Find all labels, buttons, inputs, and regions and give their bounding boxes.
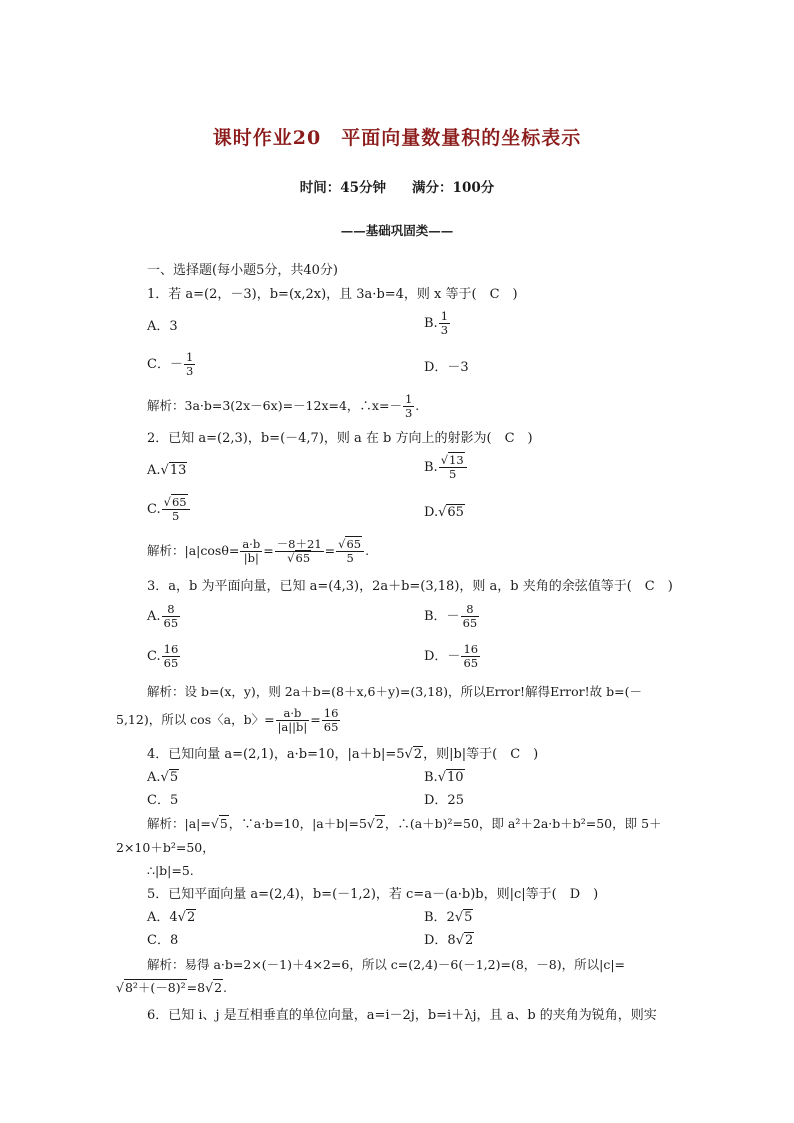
time-limit: 时间：45分钟 — [299, 180, 387, 196]
denominator: 3 — [185, 364, 194, 378]
q2-option-a — [147, 462, 187, 480]
denominator: 65 — [323, 720, 339, 734]
q5-stem: 5．已知平面向量 a=(2,4)，b=(－1,2)，若 c=a－(a·b)b，则|c|等于( D ) — [147, 887, 599, 902]
q3-option-c-label: C. — [147, 649, 161, 664]
q4-stem-end: ，则|b|等于( C ) — [423, 747, 539, 762]
equals: = — [324, 543, 336, 558]
q3-fraction-1 — [276, 707, 310, 734]
numerator — [336, 538, 364, 552]
radicand: 65 — [295, 551, 311, 565]
radicand: 10 — [446, 770, 464, 785]
radicand: 65 — [346, 537, 362, 551]
radicand: 2 — [465, 933, 474, 948]
sqrt-symbol: √65 — [338, 537, 362, 551]
q1-option-b-fraction — [439, 310, 450, 337]
q5-option-b — [424, 909, 473, 927]
page-title: 课时作业20 平面向量数量积的坐标表示 — [212, 127, 582, 149]
q2-option-c-fraction — [162, 496, 190, 523]
q2-option-d-label: D. — [424, 505, 439, 520]
q1-option-b — [424, 310, 451, 337]
numerator: a·b — [276, 707, 310, 721]
radicand: 8²＋(－8)² — [124, 980, 186, 995]
q4-analysis-text: 解析：|a|= — [147, 816, 211, 831]
sqrt-symbol: √65 — [287, 551, 311, 565]
q5-option-a-label: A．4 — [147, 910, 178, 925]
q1-stem: 1．若 a=(2，－3)，b=(x,2x)，且 3a·b=4，则 x 等于( C ) — [147, 287, 518, 302]
q1-option-c-fraction — [184, 351, 195, 378]
q2-option-d — [424, 504, 465, 522]
q3-analysis-line-1: 解析：设 b=(x，y)，则 2a＋b=(8＋x,6＋y)=(3,18)，所以Error!解得Error!故 b=(－ — [147, 684, 642, 699]
q4-option-c: C．5 — [147, 793, 179, 808]
numerator: 16 — [323, 706, 339, 720]
sqrt-symbol: √2 — [404, 747, 423, 762]
sqrt-symbol: √10 — [437, 770, 464, 785]
numerator: 1 — [440, 309, 449, 323]
denominator: 65 — [463, 656, 479, 670]
q4-analysis-line-2: 2×10＋b²=50， — [116, 840, 215, 855]
radicand: 2 — [375, 816, 384, 831]
q5-option-b-label: B．2 — [424, 910, 455, 925]
q4-option-b — [424, 769, 465, 787]
q3-option-d — [424, 643, 481, 670]
q1-analysis — [147, 393, 419, 420]
numerator: 1 — [185, 350, 194, 364]
equals: = — [310, 712, 321, 727]
part-heading: 一、选择题(每小题5分，共40分) — [147, 263, 338, 278]
radicand: 65 — [447, 505, 464, 520]
q2-stem: 2．已知 a=(2,3)，b=(－4,7)，则 a 在 b 方向上的射影为( C ) — [147, 431, 533, 446]
denominator: 3 — [440, 323, 449, 337]
radicand: 65 — [171, 495, 187, 509]
q5-option-d — [424, 932, 474, 950]
radicand: 5 — [464, 910, 473, 925]
q1-option-c-label: C．－ — [147, 357, 183, 372]
q3-option-a-fraction — [162, 603, 181, 630]
q1-option-d: D．－3 — [424, 360, 469, 375]
denominator — [275, 552, 324, 565]
denominator: 65 — [163, 656, 179, 670]
q2-fraction-1 — [240, 538, 262, 565]
q3-analysis-text: 5,12)，所以 cos〈a，b〉= — [116, 712, 275, 727]
q4-option-a-label: A. — [147, 770, 161, 785]
full-score: 满分：100分 — [412, 180, 495, 196]
q3-stem: 3．a，b 为平面向量，已知 a=(4,3)，2a＋b=(3,18)，则 a，b 夹角的余弦值等于( C ) — [147, 579, 673, 594]
q4-option-b-label: B. — [424, 770, 438, 785]
sqrt-symbol: √65 — [438, 505, 464, 520]
sqrt-symbol: √5 — [210, 816, 228, 831]
end-mark: . — [223, 980, 227, 995]
numerator — [439, 454, 467, 468]
q1-analysis-fraction — [403, 393, 414, 420]
denominator: |a||b| — [277, 720, 308, 734]
radicand: 2 — [413, 747, 423, 762]
q1-analysis-end: . — [415, 398, 420, 413]
exam-info — [0, 176, 794, 196]
q4-option-d: D．25 — [424, 793, 464, 808]
q3-option-c — [147, 643, 181, 670]
sqrt-symbol: √2 — [205, 980, 223, 995]
numerator: 16 — [163, 642, 179, 656]
q6-stem: 6．已知 i、j 是互相垂直的单位向量，a=i－2j，b=i＋λj，且 a、b 的夹角为锐角，则实 — [147, 1008, 657, 1023]
q2-option-c-label: C. — [147, 502, 161, 517]
q5-analysis-line-2 — [116, 979, 227, 997]
q4-option-a — [147, 769, 179, 787]
q2-analysis — [147, 538, 369, 565]
q1-analysis-text: 解析：3a·b=3(2x－6x)=－12x=4，∴x=－ — [147, 398, 402, 413]
q4-stem — [147, 746, 538, 764]
radicand: 2 — [214, 980, 223, 995]
section-heading: ——基础巩固类—— — [340, 223, 454, 238]
sqrt-symbol: √5 — [160, 770, 179, 785]
radicand: 5 — [219, 816, 228, 831]
denominator: 5 — [346, 551, 354, 565]
q3-option-c-fraction — [162, 643, 181, 670]
q3-option-a — [147, 603, 181, 630]
denominator: 5 — [171, 509, 180, 523]
q4-analysis-line-1 — [147, 815, 662, 833]
q3-analysis-line-2 — [116, 707, 341, 734]
end-mark: . — [365, 543, 370, 558]
denominator: 5 — [449, 467, 457, 481]
sqrt-symbol: √5 — [454, 910, 473, 925]
q2-option-c — [147, 496, 191, 523]
radicand: 2 — [186, 910, 196, 925]
numerator: 8 — [461, 603, 480, 617]
sqrt-symbol: √13 — [160, 463, 187, 478]
q2-option-b — [424, 454, 468, 481]
radicand: 13 — [449, 453, 464, 467]
q2-option-b-fraction — [439, 454, 467, 481]
q3-option-b — [424, 603, 480, 630]
q4-analysis-text-2: ，∵a·b=10，|a＋b|=5 — [228, 816, 367, 831]
numerator: a·b — [242, 537, 261, 551]
denominator: |b| — [243, 551, 259, 565]
sqrt-symbol: √2 — [455, 933, 474, 948]
q1-option-a: A．3 — [147, 319, 178, 334]
numerator: 8 — [162, 603, 181, 617]
q3-fraction-2 — [322, 707, 341, 734]
q3-option-d-label: D．－ — [424, 649, 461, 664]
q4-stem-text: 4．已知向量 a=(2,1)，a·b=10，|a＋b|=5 — [147, 747, 405, 762]
sqrt-symbol: √65 — [163, 495, 187, 509]
q2-fraction-2 — [275, 538, 324, 565]
q5-option-c: C．8 — [147, 933, 179, 948]
sqrt-symbol: √8²＋(－8)² — [116, 980, 186, 995]
sqrt-symbol: √2 — [177, 910, 196, 925]
radicand: 13 — [169, 463, 187, 478]
q2-analysis-text: 解析：|a|cosθ= — [147, 543, 240, 558]
q3-option-b-fraction — [461, 603, 480, 630]
q3-option-b-label: B．－ — [424, 609, 460, 624]
numerator: 16 — [463, 642, 479, 656]
q2-fraction-3 — [336, 538, 364, 565]
q5-analysis-line-1: 解析：易得 a·b=2×(－1)＋4×2=6，所以 c=(2,4)－6(－1,2)=(8，－8)，所以|c|= — [147, 957, 626, 972]
denominator: 3 — [404, 406, 413, 420]
denominator: 65 — [163, 616, 179, 630]
q1-option-b-label: B. — [424, 316, 438, 331]
sqrt-symbol: √13 — [440, 453, 464, 467]
q2-option-b-label: B. — [424, 460, 438, 475]
q3-option-a-label: A. — [147, 609, 161, 624]
equals: = — [263, 543, 274, 558]
q5-option-a — [147, 909, 196, 927]
numerator — [162, 496, 190, 510]
q5-option-d-label: D．8 — [424, 933, 456, 948]
q1-option-c — [147, 351, 196, 378]
q5-analysis-text: =8 — [186, 980, 206, 995]
denominator: 65 — [462, 616, 478, 630]
radicand: 5 — [169, 770, 179, 785]
numerator: －8＋21 — [276, 537, 322, 551]
numerator: 1 — [404, 392, 413, 406]
q4-analysis-text-3: ，∴(a＋b)²=50，即 a²＋2a·b＋b²=50，即 5＋ — [384, 816, 662, 831]
q4-analysis-line-3: ∴|b|=5. — [147, 863, 194, 878]
sqrt-symbol: √2 — [366, 816, 384, 831]
q3-option-d-fraction — [461, 643, 480, 670]
q2-option-a-label: A. — [147, 463, 161, 478]
